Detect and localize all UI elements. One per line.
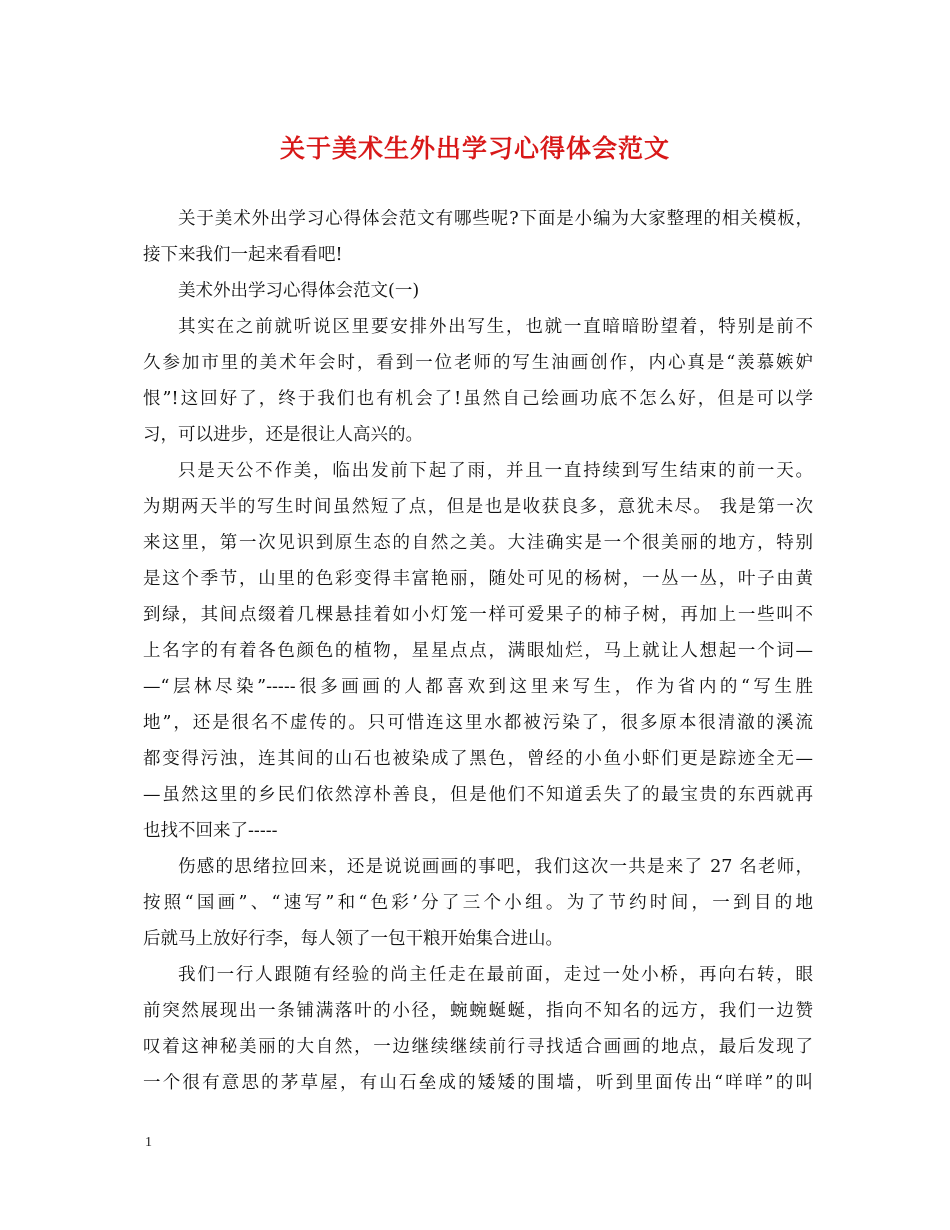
text-line: 按照“国画”、“速写”和“色彩’分了三个小组。为了节约时间，一到目的地	[143, 893, 813, 913]
text-line: 为期两天半的写生时间虽然短了点，但是也是收获良多，意犹未尽。 我是第一次	[143, 497, 813, 517]
text-line: 伤感的思绪拉回来，还是说说画画的事吧，我们这次一共是来了 27 名老师，	[178, 857, 813, 877]
text-line: 前突然展现出一条铺满落叶的小径，蜿蜿蜒蜒，指向不知名的远方，我们一边赞	[143, 1001, 813, 1021]
text-line: 后就马上放好行李，每人领了一包干粮开始集合进山。	[143, 929, 563, 949]
text-line: 是这个季节，山里的色彩变得丰富艳丽，随处可见的杨树，一丛一丛，叶子由黄	[143, 569, 813, 589]
text-line: 到绿，其间点缀着几棵悬挂着如小灯笼一样可爱果子的柿子树，再加上一些叫不	[143, 605, 813, 625]
text-line: 关于美术外出学习心得体会范文有哪些呢?下面是小编为大家整理的相关模板，	[178, 209, 813, 229]
section-heading: 美术外出学习心得体会范文(一)	[178, 281, 420, 301]
text-line: 接下来我们一起来看看吧!	[143, 245, 343, 265]
text-line: 都变得污浊，连其间的山石也被染成了黑色，曾经的小鱼小虾们更是踪迹全无—	[143, 749, 813, 769]
text-line: —虽然这里的乡民们依然淳朴善良，但是他们不知道丢失了的最宝贵的东西就再	[143, 785, 813, 805]
page-number: 1	[145, 1135, 152, 1150]
text-line: 习，可以进步，还是很让人高兴的。	[143, 425, 423, 445]
text-line: 其实在之前就听说区里要安排外出写生，也就一直暗暗盼望着，特别是前不	[178, 317, 813, 337]
text-line: 只是天公不作美，临出发前下起了雨，并且一直持续到写生结束的前一天。	[178, 461, 813, 481]
text-line: 恨”!这回好了，终于我们也有机会了!虽然自己绘画功底不怎么好，但是可以学	[143, 389, 813, 409]
text-line: 叹着这神秘美丽的大自然，一边继续继续前行寻找适合画画的地点，最后发现了	[143, 1037, 813, 1057]
text-line: 一个很有意思的茅草屋，有山石垒成的矮矮的围墙，听到里面传出“咩咩”的叫	[143, 1073, 813, 1093]
text-line: —“层林尽染”-----很多画画的人都喜欢到这里来写生，作为省内的“写生胜	[143, 677, 813, 697]
page-title: 关于美术生外出学习心得体会范文	[279, 134, 670, 163]
text-line: 地”，还是很名不虚传的。只可惜连这里水都被污染了，很多原本很清澈的溪流	[143, 713, 813, 733]
text-line: 上名字的有着各色颜色的植物，星星点点，满眼灿烂，马上就让人想起一个词—	[143, 641, 813, 661]
text-line: 久参加市里的美术年会时，看到一位老师的写生油画创作，内心真是“羡慕嫉妒	[143, 353, 813, 373]
text-line: 也找不回来了-----	[143, 821, 278, 841]
document-body	[143, 201, 813, 1101]
text-line: 来这里，第一次见识到原生态的自然之美。大洼确实是一个很美丽的地方，特别	[143, 533, 813, 553]
text-line: 我们一行人跟随有经验的尚主任走在最前面，走过一处小桥，再向右转，眼	[178, 965, 813, 985]
